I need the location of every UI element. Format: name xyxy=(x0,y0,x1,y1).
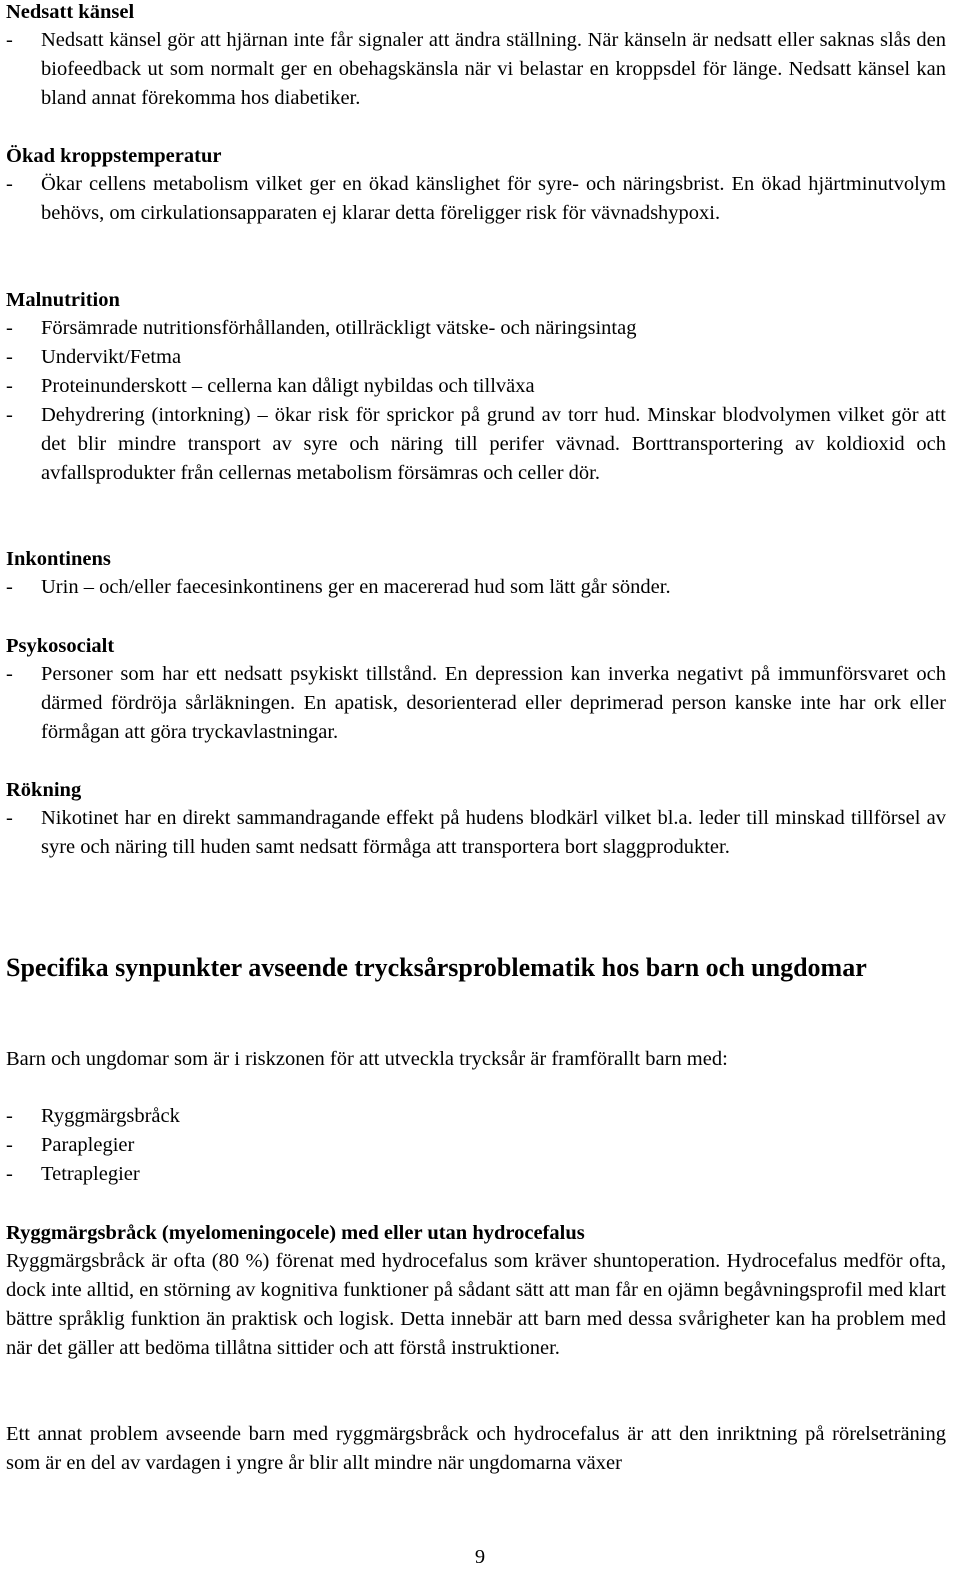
list-item xyxy=(6,401,946,488)
risk-group-list xyxy=(6,1102,946,1189)
section-nedsatt-kansel xyxy=(6,0,946,113)
section-heading: Malnutrition xyxy=(6,289,120,311)
section-heading: Inkontinens xyxy=(6,548,111,570)
chapter-heading: Specifika synpunkter avseende trycksårsproblematik hos barn och ungdomar xyxy=(6,953,867,982)
list-item xyxy=(6,660,946,747)
list-item xyxy=(6,1160,946,1189)
section-heading: Ökad kroppstemperatur xyxy=(6,145,222,167)
list-item xyxy=(6,804,946,862)
dash-bullet: - xyxy=(6,173,13,195)
dash-bullet: - xyxy=(6,375,13,397)
subsection-ryggmargsbrack xyxy=(6,1219,946,1363)
item-text: Ökar cellens metabolism vilket ger en ökad känslighet för syre- och näringsbrist. En ökad hjärtminutvolym behövs, om cirkulationsapparaten ej klarar detta föreligger risk för vävnadshypoxi. xyxy=(41,173,946,224)
dash-bullet: - xyxy=(6,317,13,339)
dash-bullet: - xyxy=(6,1105,13,1127)
section-malnutrition xyxy=(6,286,946,488)
dash-bullet: - xyxy=(6,346,13,368)
item-text: Undervikt/Fetma xyxy=(41,346,182,368)
dash-bullet: - xyxy=(6,576,13,598)
body-paragraph: Ett annat problem avseende barn med ryggmärgsbråck och hydrocefalus är att den inriktning på rörelseträning som är en del av vardagen i yngre år blir allt mindre när ungdomarna växer xyxy=(6,1423,946,1474)
section-okad-kroppstemperatur xyxy=(6,142,946,228)
section-heading: Rökning xyxy=(6,779,82,801)
page-number: 9 xyxy=(474,1546,486,1568)
list-item xyxy=(6,26,946,113)
dash-bullet: - xyxy=(6,1134,13,1156)
list-item xyxy=(6,314,946,343)
body-paragraph: Ryggmärgsbråck är ofta (80 %) förenat med hydrocefalus som kräver shuntoperation. Hydrocefalus medför ofta, dock inte alltid, en störning av kognitiva funktioner på sådant sätt att man får en ojämn begåvningsprofil med klart bättre språklig funktion än praktisk och logisk. Detta innebär att barn med dessa svårigheter kan ha problem med när det gäller att bedöma tillåtna sittider och att förstå instruktioner. xyxy=(6,1250,946,1359)
section-heading: Psykosocialt xyxy=(6,635,115,657)
list-item xyxy=(6,343,946,372)
item-text: Ryggmärgsbråck xyxy=(41,1105,180,1127)
section-heading: Nedsatt känsel xyxy=(6,1,135,23)
section-rokning xyxy=(6,776,946,862)
list-item xyxy=(6,1131,946,1160)
item-text: Paraplegier xyxy=(41,1134,135,1156)
section-psykosocialt xyxy=(6,632,946,747)
dash-bullet: - xyxy=(6,29,13,51)
list-item xyxy=(6,573,946,602)
item-text: Proteinunderskott – cellerna kan dåligt nybildas och tillväxa xyxy=(41,375,535,397)
item-text: Tetraplegier xyxy=(41,1163,140,1185)
item-text: Försämrade nutritionsförhållanden, otillräckligt vätske- och näringsintag xyxy=(41,317,637,339)
item-text: Nedsatt känsel gör att hjärnan inte får signaler att ändra ställning. När känseln är nedsatt eller saknas slås den biofeedback ut som normalt ger en obehagskänsla när vi belastar en kroppsdel för länge. Nedsatt känsel kan bland annat förekomma hos diabetiker. xyxy=(41,29,946,109)
item-text: Dehydrering (intorkning) – ökar risk för sprickor på grund av torr hud. Minskar blodvolymen vilket gör att det blir mindre transport av syre och näring till perifer vävnad. Borttransportering av koldioxid och avfallsprodukter från cellernas metabolism försämras och celler dör. xyxy=(41,404,946,484)
subsection-heading: Ryggmärgsbråck (myelomeningocele) med eller utan hydrocefalus xyxy=(6,1222,585,1244)
list-item xyxy=(6,170,946,228)
list-item xyxy=(6,1102,946,1131)
item-text: Nikotinet har en direkt sammandragande effekt på hudens blodkärl vilket bl.a. leder till minskad tillförsel av syre och näring till huden samt nedsatt förmåga att transportera bort slaggprodukter. xyxy=(41,807,946,858)
dash-bullet: - xyxy=(6,1163,13,1185)
item-text: Personer som har ett nedsatt psykiskt tillstånd. En depression kan inverka negativt på immunförsvaret och därmed fördröja sårläkningen. En apatisk, desorienterad eller deprimerad person kanske inte har ork eller förmågan att göra tryckavlastningar. xyxy=(41,663,946,743)
dash-bullet: - xyxy=(6,663,13,685)
section-inkontinens xyxy=(6,545,946,602)
dash-bullet: - xyxy=(6,807,13,829)
list-item xyxy=(6,372,946,401)
dash-bullet: - xyxy=(6,404,13,426)
intro-paragraph: Barn och ungdomar som är i riskzonen för att utveckla trycksår är framförallt barn med: xyxy=(6,1048,728,1070)
item-text: Urin – och/eller faecesinkontinens ger en macererad hud som lätt går sönder. xyxy=(41,576,671,598)
